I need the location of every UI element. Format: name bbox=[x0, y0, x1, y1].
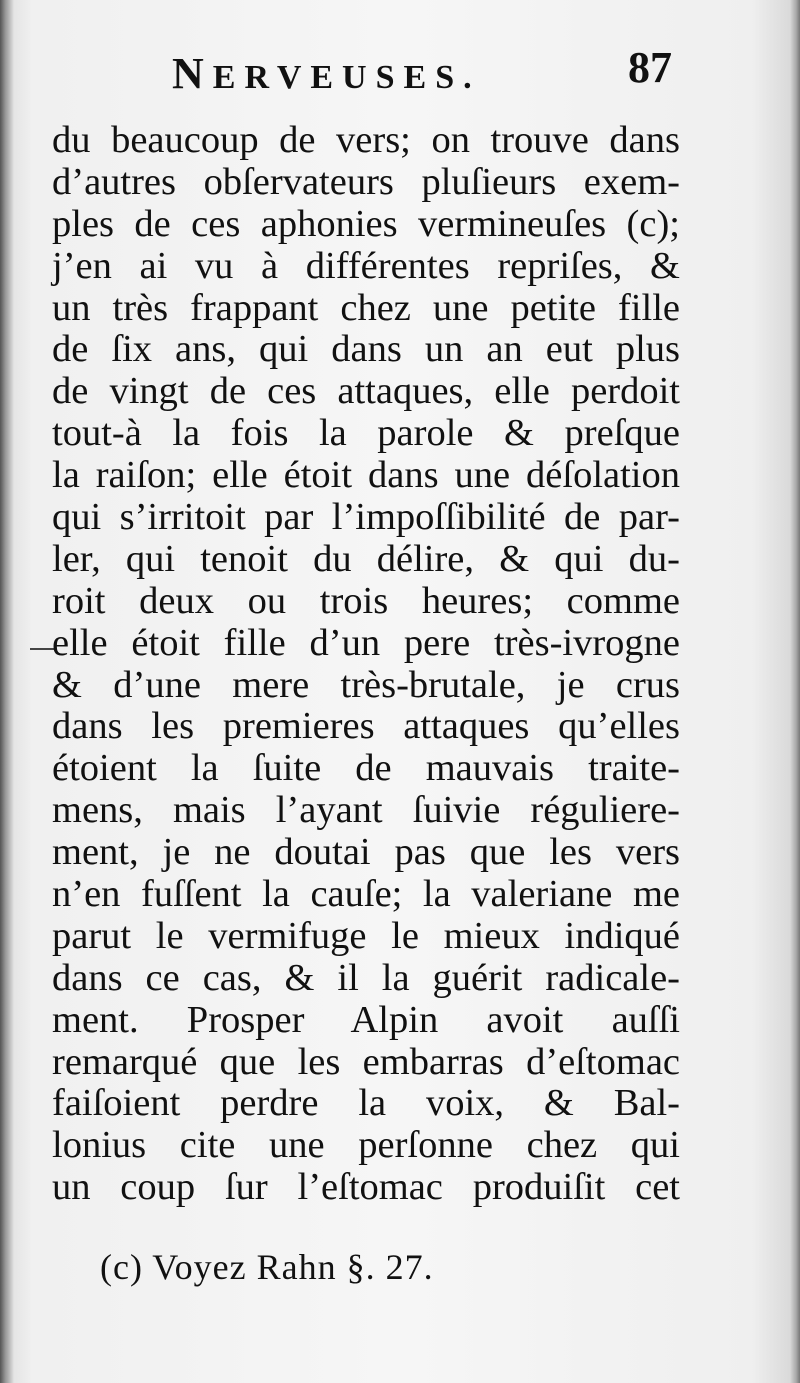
text-line: & d’une mere très-brutale, je crus bbox=[52, 663, 680, 706]
text-line: ples de ces aphonies vermineuſes (c); bbox=[52, 202, 680, 245]
spine-shadow bbox=[0, 0, 14, 1383]
text-line: ment. Prosper Alpin avoit auſſi bbox=[52, 998, 680, 1041]
page-number: 87 bbox=[628, 43, 672, 92]
text-line: dans ce cas, & il la guérit radicale- bbox=[52, 956, 680, 999]
text-line: parut le vermifuge le mieux indiqué bbox=[52, 914, 680, 957]
footnote: (c) Voyez Rahn §. 27. bbox=[100, 1247, 434, 1287]
text-line: de vingt de ces attaques, elle perdoit bbox=[52, 370, 680, 413]
text-line: roit deux ou trois heures; comme bbox=[52, 579, 680, 622]
text-line: la raiſon; elle étoit dans une déſolation bbox=[52, 454, 680, 497]
text-line: n’en fuſſent la cauſe; la valeriane me bbox=[52, 873, 680, 916]
text-line: remarqué que les embarras d’eſtomac bbox=[52, 1040, 680, 1083]
running-title: NERVEUSES. bbox=[172, 49, 481, 98]
text-line: elle étoit fille d’un pere très-ivrogne bbox=[52, 621, 680, 664]
text-line: j’en ai vu à différentes repriſes, & bbox=[52, 244, 680, 287]
page-edge-shadow bbox=[790, 0, 800, 1383]
text-line: qui s’irritoit par l’impoſſibilité de par- bbox=[52, 496, 680, 539]
text-line: faiſoient perdre la voix, & Bal- bbox=[52, 1082, 680, 1125]
body-text bbox=[52, 120, 680, 1209]
text-line: mens, mais l’ayant ſuivie réguliere- bbox=[52, 789, 680, 832]
text-line: ment, je ne doutai pas que les vers bbox=[52, 831, 680, 874]
text-line: un coup ſur l’eſtomac produiſit cet bbox=[52, 1166, 680, 1209]
text-line: lonius cite une perſonne chez qui bbox=[52, 1124, 680, 1167]
text-line: tout-à la fois la parole & preſque bbox=[52, 412, 680, 455]
text-line: du beaucoup de vers; on trouve dans bbox=[52, 119, 680, 161]
text-line: d’autres obſervateurs pluſieurs exem- bbox=[52, 160, 680, 203]
text-line: un très frappant chez une petite fille bbox=[52, 286, 680, 329]
text-line: dans les premieres attaques qu’elles bbox=[52, 705, 680, 748]
page-header bbox=[172, 42, 672, 102]
text-line: étoient la ſuite de mauvais traite- bbox=[52, 747, 680, 790]
text-line: de ſix ans, qui dans un an eut plus bbox=[52, 328, 680, 371]
text-line: ler, qui tenoit du délire, & qui du- bbox=[52, 537, 680, 580]
